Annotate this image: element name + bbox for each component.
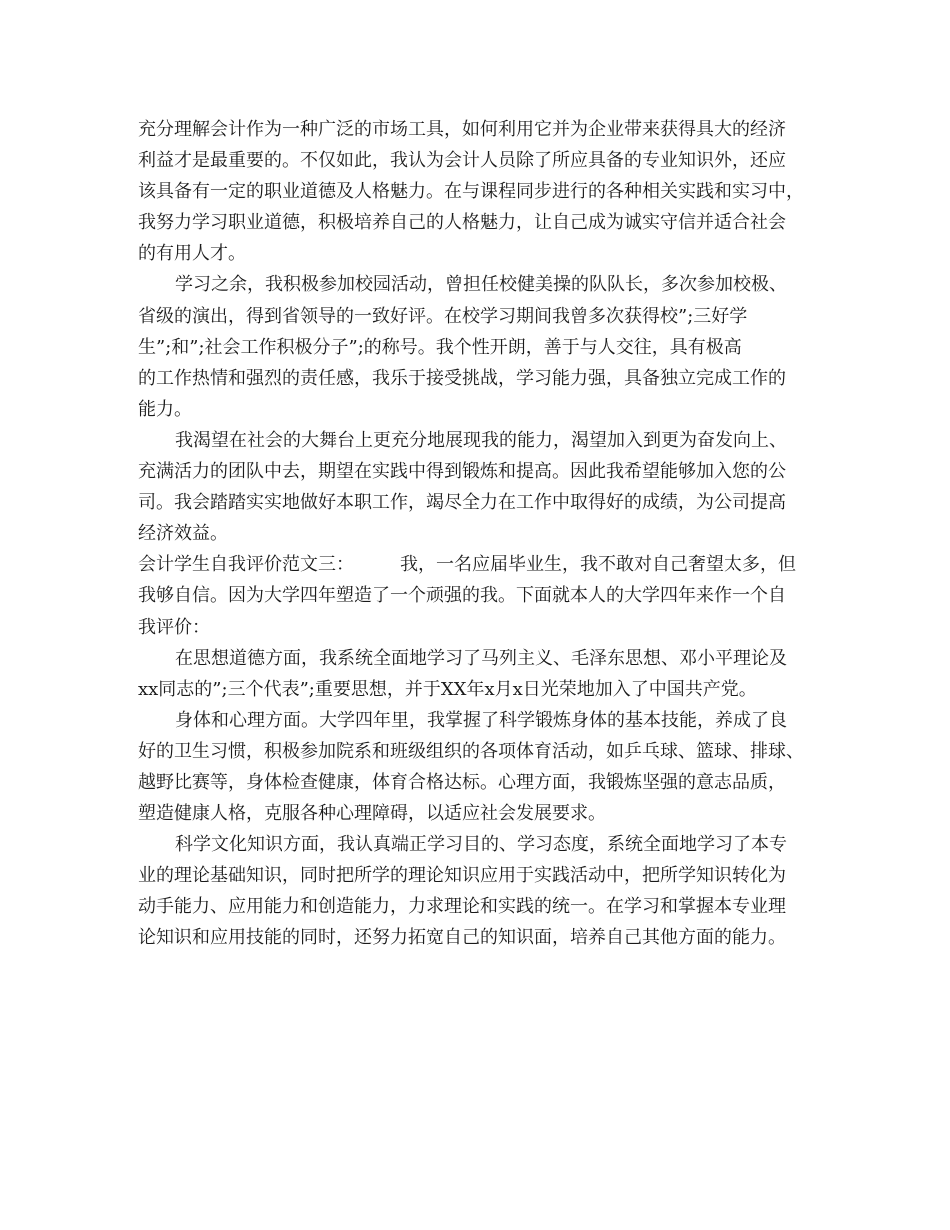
section-heading: 会计学生自我评价范文三：	[138, 554, 354, 576]
paragraph-start-line: 身体和心理方面。大学四年里，我掌握了科学锻炼身体的基本技能，养成了良	[175, 709, 787, 731]
text-line: 该具备有一定的职业道德及人格魅力。在与课程同步进行的各种相关实践和实习中，	[138, 181, 804, 203]
text-line: 生”;和”;社会工作积极分子”;的称号。我个性开朗，善于与人交往，具有极高	[138, 336, 742, 358]
text-line: 越野比赛等，身体检查健康，体育合格达标。心理方面，我锻炼坚强的意志品质，	[138, 771, 786, 793]
paragraph-start-line: 我渴望在社会的大舞台上更充分地展现我的能力，渴望加入到更为奋发向上、	[175, 429, 787, 451]
text-line: 塑造健康人格，克服各种心理障碍，以适应社会发展要求。	[138, 803, 606, 825]
text-line: 我评价：	[138, 616, 210, 638]
text-line: 好的卫生习惯，积极参加院系和班级组织的各项体育活动，如乒乓球、篮球、排球、	[138, 740, 804, 762]
text-line: 经济效益。	[138, 523, 228, 545]
text-line: 动手能力、应用能力和创造能力，力求理论和实践的统一。在学习和掌握本专业理	[138, 896, 786, 918]
text-line: 的有用人才。	[138, 243, 246, 265]
text-line: 我够自信。因为大学四年塑造了一个顽强的我。下面就本人的大学四年来作一个自	[138, 585, 786, 607]
section-heading-line	[138, 549, 818, 580]
paragraph-start-line: 科学文化知识方面，我认真端正学习目的、学习态度，系统全面地学习了本专	[175, 834, 787, 856]
text-line: 论知识和应用技能的同时，还努力拓宽自己的知识面，培养自己其他方面的能力。	[138, 927, 786, 949]
heading-trailing-text: 我，一名应届毕业生，我不敢对自己奢望太多，但	[400, 554, 796, 576]
text-line: 省级的演出，得到省领导的一致好评。在校学习期间我曾多次获得校”;三好学	[138, 305, 748, 327]
text-line: 的工作热情和强烈的责任感，我乐于接受挑战，学习能力强，具备独立完成工作的	[138, 367, 786, 389]
text-line: 利益才是最重要的。不仅如此，我认为会计人员除了所应具备的专业知识外，还应	[138, 150, 786, 172]
text-line: 能力。	[138, 398, 192, 420]
text-line: 业的理论基础知识，同时把所学的理论知识应用于实践活动中，把所学知识转化为	[138, 865, 786, 887]
document-body	[138, 114, 818, 954]
paragraph-start-line: 学习之余，我积极参加校园活动，曾担任校健美操的队队长，多次参加校极、	[175, 274, 787, 296]
text-line: 充分理解会计作为一种广泛的市场工具，如何利用它并为企业带来获得具大的经济	[138, 119, 786, 140]
text-line: 司。我会踏踏实实地做好本职工作，竭尽全力在工作中取得好的成绩，为公司提高	[138, 492, 786, 514]
paragraph-start-line: 在思想道德方面，我系统全面地学习了马列主义、毛泽东思想、邓小平理论及	[175, 647, 787, 669]
text-line: xx同志的”;三个代表”;重要思想，并于XX年x月x日光荣地加入了中国共产党。	[138, 678, 757, 700]
text-line: 我努力学习职业道德，积极培养自己的人格魅力，让自己成为诚实守信并适合社会	[138, 212, 786, 234]
text-line: 充满活力的团队中去，期望在实践中得到锻炼和提高。因此我希望能够加入您的公	[138, 461, 786, 483]
